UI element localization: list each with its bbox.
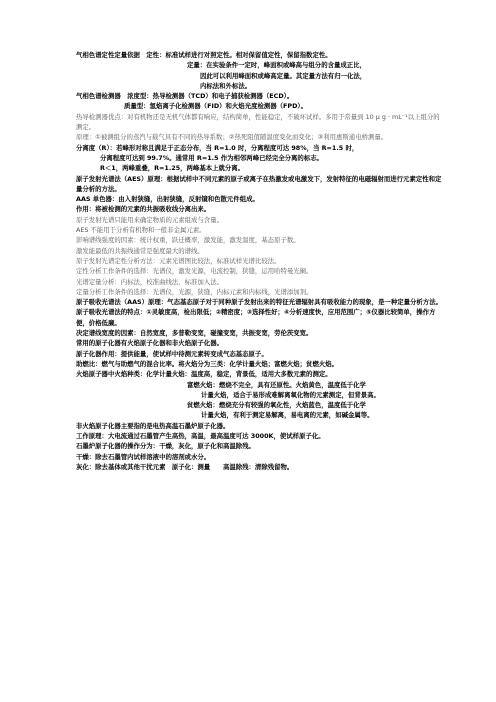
resolution-line-3: R＜1，两峰重叠，R=1.25，两峰基本上就分离。	[100, 164, 245, 173]
lean-flame-2: 计量火焰，有利于测定易解离，易电离的元素，如碱金属等。	[201, 411, 374, 420]
drying-step: 干燥：除去石墨管内试样溶液中的溶剂或水分。	[76, 452, 211, 461]
gc-quant-line-3: 内标法和外标法。	[200, 81, 252, 90]
monochromator-function: 作用：将被检测的元素的共振吸收线分离出来。	[76, 205, 211, 214]
fuel-ratio: 助燃比：燃气与助燃气的混合比率。将火焰分为三类：化学计量火焰；富燃火焰；贫燃火焰。	[76, 359, 339, 368]
aas-features: 原子吸收光谱法的特点：①灵敏度高，检出限低；②精密度；③选择性好；④分析速度快，应用范围广；⑤仪器比较简单，操作方便，价格低廉。	[76, 308, 436, 327]
lean-flame-1: 贫燃火焰：燃烧充分有较强的氧化性，火焰蓝色，温度低于化学	[187, 401, 366, 410]
gc-detector-heading: 气相色谱检测器 浓度型：热导检测器（TCD）和电子捕获检测器（ECD）。	[76, 92, 294, 101]
aes-resonance-line: 激发能最低的共振线通常是强度最大的谱线。	[76, 246, 204, 255]
rich-flame-2: 计量火焰，适合于易形成难解离氧化物的元素测定，但背景高。	[201, 390, 380, 399]
aes-intensity-factors: 影响谱线强度的因素：统计权重，跃迁概率，激发能，激发温度，基态原子数。	[76, 236, 300, 245]
furnace-steps: 石墨炉原子化器的操作分为：干燥，灰化，原子化和高温除残。	[76, 442, 255, 451]
notes-content	[76, 50, 442, 472]
aes-quantitative-conditions: 定量分析工作条件的选择：光谱仪，光源，狭缝，内标元素和内标线，光谱添加剂。	[76, 287, 313, 296]
gc-basis-heading: 气相色谱定性定量依据 定性：标准试样进行对照定性。相对保留值定性，保留指数定性。	[76, 51, 332, 59]
aas-monochromator: AAS 单色器：由入射狭缝，出射狭缝，反射镜和色散元件组成。	[76, 195, 259, 204]
rich-flame-1: 富燃火焰：燃烧不完全，具有还原性。火焰黄色，温度低于化学	[187, 380, 366, 389]
flame-types-heading: 火焰原子器中火焰种类：化学计量火焰：温度高，稳定，背景低，适用大多数元素的测定。	[76, 370, 332, 379]
aas-principle: 原子吸收光谱法（AAS）原理：气态基态原子对于同种原子发射出来的特征光谱辐射具有吸收能力的现象，是一种定量分析方法。	[76, 298, 442, 307]
gc-quant-line-2: 因此可以利用峰面积或峰高定量。其定量方法有归一化法，	[200, 71, 367, 80]
aes-principle: 原子发射光谱法（AES）原理：根据试样中不同元素的原子或离子在热激发或电激发下，发射特征的电磁辐射而进行元素定性和定量分析的方法。	[76, 174, 442, 193]
atomizer-function: 原子化器作用：提供能量，使试样中待测元素转变成气态基态原子。	[76, 349, 268, 358]
aes-qualitative-conditions: 定性分析工作条件的选择：光谱仪，激发光源，电流控制，狭缝，运用哈特曼光阑。	[76, 267, 313, 276]
graphite-furnace: 非火焰原子化器主要指的是电热高温石墨炉原子化器。	[76, 421, 230, 430]
furnace-principle: 工作原理：大电流通过石墨管产生高热，高温，最高温度可达 3000K，使试样原子化。	[76, 431, 325, 440]
aes-note-1: 原子发射光谱只能用来确定物质的元素组成与含量。	[76, 215, 223, 224]
gc-quant-line-1: 定量：在实验条件一定时，峰面积或峰高与组分的含量成正比，	[187, 61, 366, 70]
resolution-line-1: 分离度（R）：若峰形对称且满足于正态分布，当 R=1.0 时，分离程度可达 98%，当 R=1.5 时，	[76, 143, 359, 152]
linewidth-factors: 决定谱线宽度的因素：自然宽度，多普勒变宽，碰撞变宽，共振变宽，劳伦茨变宽。	[76, 329, 313, 338]
resolution-line-2: 分离程度可达到 99.7%。通常用 R=1.5 作为相邻两峰已经完全分离的标志。	[100, 153, 323, 162]
tcd-principle: 原理：①被测组分的蒸汽与载气具有不同的热导系数；②热死阻值随温度变化而变化；③利用惠斯通电桥测量。	[76, 133, 388, 142]
aes-qualitative-methods: 原子发射光谱定性分析方法：元素光谱图比较法，标准试样光谱比较法。	[76, 256, 281, 265]
atomizer-types: 常用的原子化器有火焰原子化器和非火焰原子化器。	[76, 339, 223, 348]
gc-detector-mass: 质量型：氢焰离子化检测器（FID）和火焰光度检测器（FPD）。	[124, 102, 307, 111]
aes-quantitative-methods: 光谱定量分析：内标法，校准曲线法，标准加入法。	[76, 277, 223, 286]
tcd-advantages: 热导检测器优点：对有机物还是无机气体都有响应，结构简单，性能稳定，不破坏试样。多用于常量到 10 μ g · mL⁻¹以上组分的测定。	[76, 112, 440, 132]
ashing-step: 灰化：除去基体或其他干扰元素 原子化：测量 高温除残：清除残留物。	[76, 462, 294, 471]
aes-note-2: AES 不能用于分析有机物和一般非金属元素。	[76, 226, 206, 235]
